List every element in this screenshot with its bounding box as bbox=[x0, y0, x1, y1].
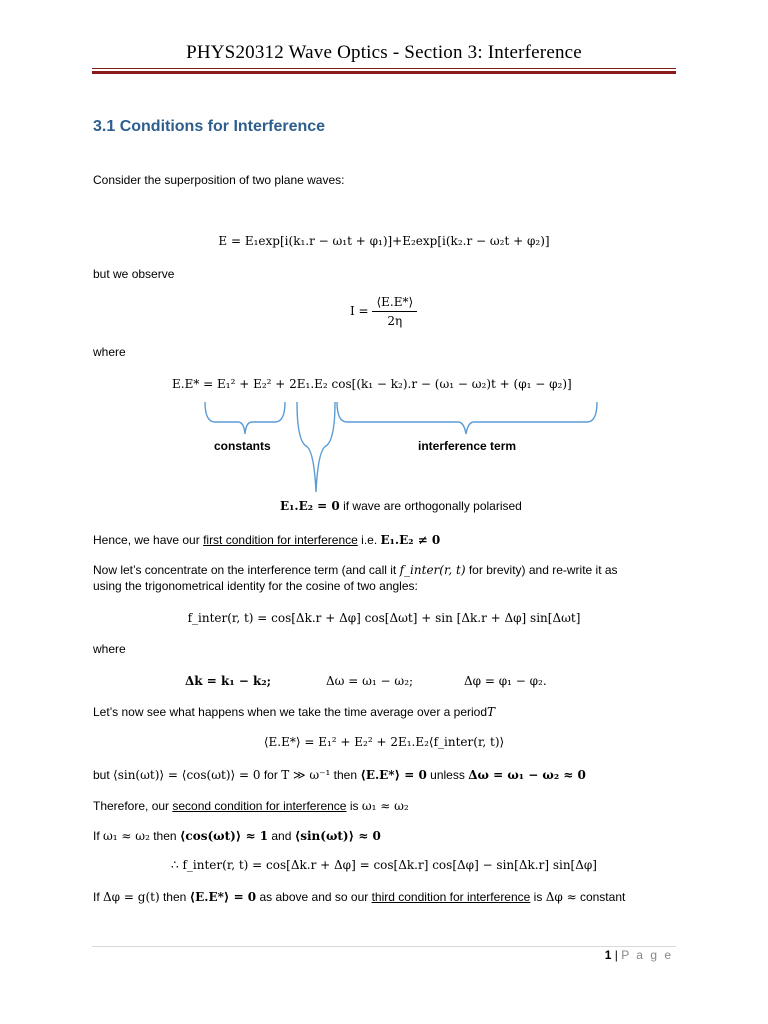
paragraph-third-condition bbox=[93, 889, 625, 905]
brace-constants bbox=[205, 402, 285, 434]
third-condition-text-e: constant bbox=[576, 890, 626, 904]
orthogonal-math: E₁.E₂ = 0 bbox=[280, 499, 340, 513]
first-condition-underlined: first condition for interference bbox=[203, 533, 358, 547]
third-condition-math-2: ⟨E.E*⟩ = 0 bbox=[189, 890, 257, 904]
paragraph-concentrate bbox=[93, 562, 683, 594]
unless-text-c: then bbox=[330, 768, 361, 782]
second-condition-text-a: Therefore, our bbox=[93, 799, 173, 813]
equation-finter-expansion: f_inter(r, t) = cos[Δk.r + Δφ] cos[Δωt] + sin [Δk.r + Δφ] sin[Δωt] bbox=[187, 611, 581, 625]
label-constants: constants bbox=[214, 439, 271, 453]
equation-time-averaged: ⟨E.E*⟩ = E₁² + E₂² + 2E₁.E₂⟨f_inter(r, t)⟩ bbox=[263, 735, 505, 749]
equation-delta-omega: Δω = ω₁ − ω₂; bbox=[326, 674, 414, 688]
paragraph-unless bbox=[93, 767, 586, 783]
second-condition-underlined: second condition for interference bbox=[172, 799, 347, 813]
equation-delta-phi: Δφ = φ₁ − φ₂. bbox=[464, 674, 547, 688]
orthogonal-text: if wave are orthogonally polarised bbox=[339, 499, 522, 513]
third-condition-math-1: Δφ = g(t) bbox=[103, 890, 160, 904]
if-equal-text-c: and bbox=[268, 829, 295, 843]
unless-text-b: for bbox=[260, 768, 282, 782]
unless-math-2: T ≫ ω⁻¹ bbox=[281, 768, 331, 782]
intensity-denominator: 2η bbox=[387, 314, 403, 328]
concentrate-text-a: Now let’s concentrate on the interference term (and call it bbox=[93, 563, 400, 577]
brace-dot-product bbox=[297, 402, 335, 492]
equation-therefore-finter: ∴ f_inter(r, t) = cos[Δk.r + Δφ] = cos[Δk.r] cos[Δφ] − sin[Δk.r] sin[Δφ] bbox=[171, 858, 597, 872]
page-header-title: PHYS20312 Wave Optics - Section 3: Interference bbox=[186, 42, 582, 63]
if-equal-text-a: If bbox=[93, 829, 104, 843]
equation-delta-k: Δk = k₁ − k₂; bbox=[185, 674, 272, 688]
third-condition-underlined: third condition for interference bbox=[371, 890, 531, 904]
first-condition-text-b: i.e. bbox=[357, 533, 381, 547]
if-equal-math-2: ⟨cos(ωt)⟩ ≈ 1 bbox=[179, 829, 269, 843]
page-footer bbox=[540, 948, 673, 962]
third-condition-math-3: Δφ ≈ bbox=[545, 890, 577, 904]
equation-dot-product: E.E* = E₁² + E₂² + 2E₁.E₂ cos[(k₁ − k₂).r − (ω₁ − ω₂)t + (φ₁ − φ₂)] bbox=[172, 377, 572, 391]
unless-math-3: ⟨E.E*⟩ = 0 bbox=[360, 768, 427, 782]
unless-math-1: ⟨sin(ωt)⟩ = ⟨cos(ωt)⟩ = 0 bbox=[113, 768, 261, 782]
intensity-lhs: I = bbox=[350, 304, 369, 318]
first-condition-math: E₁.E₂ ≠ 0 bbox=[380, 533, 441, 547]
paragraph-first-condition bbox=[93, 532, 440, 548]
third-condition-text-a: If bbox=[93, 890, 104, 904]
paragraph-second-condition bbox=[93, 798, 409, 814]
paragraph-if-equal-frequencies bbox=[93, 828, 381, 844]
third-condition-text-c: as above and so our bbox=[256, 890, 372, 904]
paragraph-superposition: Consider the superposition of two plane waves: bbox=[93, 173, 345, 187]
third-condition-text-b: then bbox=[159, 890, 190, 904]
time-average-text: Let’s now see what happens when we take the time average over a period bbox=[93, 705, 488, 719]
time-average-period: T bbox=[487, 705, 496, 719]
first-condition-text-a: Hence, we have our bbox=[93, 533, 204, 547]
footer-rule bbox=[92, 946, 676, 947]
if-equal-text-b: then bbox=[149, 829, 180, 843]
unless-text-d: unless bbox=[426, 768, 469, 782]
paragraph-time-average bbox=[93, 704, 495, 720]
footer-separator: | bbox=[611, 948, 622, 962]
section-heading: 3.1 Conditions for Interference bbox=[93, 118, 326, 135]
footer-page-label: P a g e bbox=[621, 948, 673, 962]
paragraph-where-2: where bbox=[93, 642, 126, 656]
orthogonal-note bbox=[280, 499, 522, 513]
unless-text-a: but bbox=[93, 768, 114, 782]
paragraph-observe: but we observe bbox=[93, 267, 175, 281]
third-condition-text-d: is bbox=[530, 890, 546, 904]
paragraph-where-1: where bbox=[93, 345, 126, 359]
label-interference-term: interference term bbox=[418, 439, 517, 453]
concentrate-text-b: for brevity) and re-write it as bbox=[465, 563, 618, 577]
if-equal-math-3: ⟨sin(ωt)⟩ ≈ 0 bbox=[294, 829, 381, 843]
concentrate-text-c: using the trigonometrical identity for the cosine of two angles: bbox=[93, 579, 418, 593]
if-equal-math-1: ω₁ ≈ ω₂ bbox=[103, 829, 150, 843]
footer-page-number: 1 bbox=[604, 948, 612, 962]
second-condition-text-b: is bbox=[346, 799, 362, 813]
unless-math-4: Δω = ω₁ − ω₂ ≈ 0 bbox=[468, 768, 586, 782]
concentrate-math: f_inter(r, t) bbox=[399, 563, 466, 577]
equation-superposition: E = E₁exp[i(k₁.r − ω₁t + φ₁)]+E₂exp[i(k₂.r − ω₂t + φ₂)] bbox=[218, 234, 550, 248]
second-condition-math: ω₁ ≈ ω₂ bbox=[361, 799, 409, 813]
brace-interference-term bbox=[337, 402, 597, 434]
intensity-numerator: ⟨E.E*⟩ bbox=[372, 295, 417, 312]
